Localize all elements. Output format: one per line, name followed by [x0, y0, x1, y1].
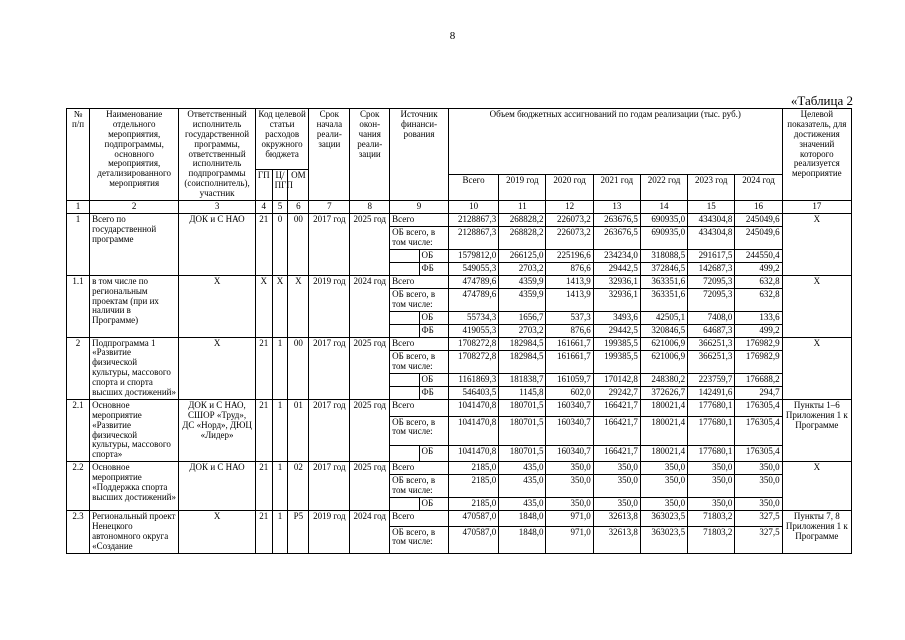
row-start: 2019 год	[309, 275, 350, 337]
row-source: Всего	[390, 337, 449, 350]
row-end: 2024 год	[350, 275, 390, 337]
row-value: 29242,7	[593, 386, 640, 399]
row-value: 133,6	[735, 311, 782, 324]
row-value: 3493,6	[593, 311, 640, 324]
row-value: 32936,1	[593, 288, 640, 311]
row-start: 2017 год	[309, 399, 350, 461]
row-value: 71803,2	[688, 511, 735, 526]
row-name: Региональный проект Ненецкого автономного округа «Создание	[90, 511, 179, 554]
column-number: 13	[593, 201, 640, 214]
row-value: 2185,0	[448, 462, 498, 475]
header-volume: Объем бюджетных ассигнований по годам реализации (тыс. руб.)	[448, 109, 782, 175]
row-value: 366251,3	[688, 350, 735, 373]
row-name: в том числе по региональным проектам (при их наличии в Программе)	[90, 275, 179, 337]
row-value: 350,0	[688, 475, 735, 498]
header-2024: 2024 год	[735, 175, 782, 201]
row-value: 632,8	[735, 275, 782, 288]
row-value: 268828,2	[499, 227, 546, 250]
row-value: 142687,3	[688, 262, 735, 275]
row-end: 2025 год	[350, 399, 390, 461]
row-gp: 21	[255, 399, 272, 461]
row-executor: Х	[179, 511, 256, 554]
row-value: 291617,5	[688, 249, 735, 262]
row-value: 2703,2	[499, 262, 546, 275]
source-indent	[390, 249, 419, 262]
row-value: 435,0	[499, 462, 546, 475]
row-value: 177680,1	[688, 445, 735, 462]
header-total: Всего	[448, 175, 498, 201]
header-no: № п/п	[67, 109, 90, 201]
row-executor: ДОК и С НАО	[179, 462, 256, 511]
row-source: Всего	[390, 399, 449, 416]
row-value: 71803,2	[688, 526, 735, 553]
row-value: 350,0	[688, 498, 735, 511]
row-value: 142491,6	[688, 386, 735, 399]
row-value: 690935,0	[640, 227, 687, 250]
table-row	[67, 214, 852, 227]
row-target: Х	[782, 275, 851, 337]
row-value: 268828,2	[499, 214, 546, 227]
source-indent	[390, 445, 419, 462]
row-value: 263676,5	[593, 214, 640, 227]
row-value: 435,0	[499, 475, 546, 498]
row-executor: ДОК и С НАО	[179, 214, 256, 276]
row-source: ОБ	[419, 373, 448, 386]
row-target: Х	[782, 337, 851, 399]
row-value: 180021,4	[640, 445, 687, 462]
row-gp: 21	[255, 337, 272, 399]
row-value: 294,7	[735, 386, 782, 399]
row-gp: Х	[255, 275, 272, 337]
row-value: 180021,4	[640, 399, 687, 416]
header-2019: 2019 год	[499, 175, 546, 201]
row-value: 32613,8	[593, 526, 640, 553]
row-name: Основное мероприятие «Поддержка спорта высших достижений»	[90, 462, 179, 511]
row-value: 350,0	[735, 498, 782, 511]
column-number: 10	[448, 201, 498, 214]
row-end: 2025 год	[350, 214, 390, 276]
row-value: 176982,9	[735, 350, 782, 373]
row-value: 42505,1	[640, 311, 687, 324]
row-value: 372626,7	[640, 386, 687, 399]
row-value: 363351,6	[640, 288, 687, 311]
row-pgp: 1	[272, 337, 288, 399]
row-source: ОБ всего, в том числе:	[390, 227, 449, 250]
row-value: 363023,5	[640, 511, 687, 526]
row-value: 350,0	[735, 462, 782, 475]
row-value: 372846,5	[640, 262, 687, 275]
row-gp: 21	[255, 462, 272, 511]
source-indent	[390, 386, 419, 399]
row-value: 177680,1	[688, 399, 735, 416]
page-number: 8	[449, 30, 456, 42]
row-source: ОБ	[419, 311, 448, 324]
row-value: 199385,5	[593, 337, 640, 350]
source-indent	[390, 311, 419, 324]
row-number: 2.2	[67, 462, 90, 511]
row-value: 182984,5	[499, 350, 546, 373]
row-value: 245049,6	[735, 214, 782, 227]
row-value: 632,8	[735, 288, 782, 311]
row-target: Х	[782, 462, 851, 511]
row-value: 248380,2	[640, 373, 687, 386]
row-value: 1708272,8	[448, 350, 498, 373]
row-value: 621006,9	[640, 337, 687, 350]
row-value: 350,0	[546, 498, 593, 511]
row-start: 2017 год	[309, 337, 350, 399]
row-om: 00	[288, 214, 309, 276]
header-source: Источник финанси-рования	[390, 109, 449, 201]
header-end: Срок окон-чания реали-зации	[350, 109, 390, 201]
row-source: ОБ	[419, 445, 448, 462]
row-name: Всего по государственной программе	[90, 214, 179, 276]
row-value: 363023,5	[640, 526, 687, 553]
column-number: 17	[782, 201, 851, 214]
row-value: 499,2	[735, 262, 782, 275]
row-value: 327,5	[735, 526, 782, 553]
row-number: 2.3	[67, 511, 90, 554]
source-indent	[390, 324, 419, 337]
row-executor: Х	[179, 275, 256, 337]
row-value: 537,3	[546, 311, 593, 324]
row-value: 225196,6	[546, 249, 593, 262]
row-value: 7408,0	[688, 311, 735, 324]
row-source: ОБ всего, в том числе:	[390, 288, 449, 311]
column-number: 1	[67, 201, 90, 214]
table-row	[67, 399, 852, 416]
row-value: 350,0	[593, 475, 640, 498]
row-value: 876,6	[546, 262, 593, 275]
header-2020: 2020 год	[546, 175, 593, 201]
row-source: Всего	[390, 462, 449, 475]
row-value: 690935,0	[640, 214, 687, 227]
row-value: 72095,3	[688, 275, 735, 288]
row-value: 161059,7	[546, 373, 593, 386]
row-source: Всего	[390, 275, 449, 288]
row-value: 470587,0	[448, 511, 498, 526]
row-value: 363351,6	[640, 275, 687, 288]
row-target: Пункты 7, 8 Приложения 1 к Программе	[782, 511, 851, 554]
row-value: 1708272,8	[448, 337, 498, 350]
row-end: 2025 год	[350, 462, 390, 511]
row-pgp: 0	[272, 214, 288, 276]
row-source: ОБ всего, в том числе:	[390, 475, 449, 498]
row-end: 2025 год	[350, 337, 390, 399]
column-numbers-row	[67, 201, 852, 214]
row-value: 621006,9	[640, 350, 687, 373]
row-value: 971,0	[546, 511, 593, 526]
row-value: 2128867,3	[448, 227, 498, 250]
column-number: 4	[255, 201, 272, 214]
row-value: 876,6	[546, 324, 593, 337]
row-value: 176688,2	[735, 373, 782, 386]
row-source: ФБ	[419, 324, 448, 337]
row-value: 1413,9	[546, 288, 593, 311]
row-gp: 21	[255, 214, 272, 276]
row-value: 161661,7	[546, 350, 593, 373]
row-value: 4359,9	[499, 288, 546, 311]
header-2021: 2021 год	[593, 175, 640, 201]
row-pgp: 1	[272, 462, 288, 511]
row-value: 64687,3	[688, 324, 735, 337]
row-value: 327,5	[735, 511, 782, 526]
row-executor: ДОК и С НАО, СШОР «Труд», ДС «Норд», ДЮЦ «Лидер»	[179, 399, 256, 461]
row-value: 434304,8	[688, 214, 735, 227]
column-number: 16	[735, 201, 782, 214]
row-value: 366251,3	[688, 337, 735, 350]
table-row	[67, 462, 852, 475]
column-number: 15	[688, 201, 735, 214]
table-row	[67, 511, 852, 526]
row-value: 166421,7	[593, 445, 640, 462]
row-om: 00	[288, 337, 309, 399]
row-value: 32613,8	[593, 511, 640, 526]
row-number: 2	[67, 337, 90, 399]
row-value: 474789,6	[448, 288, 498, 311]
row-source: ОБ всего, в том числе:	[390, 416, 449, 445]
row-pgp: 1	[272, 399, 288, 461]
row-om: Х	[288, 275, 309, 337]
row-value: 32936,1	[593, 275, 640, 288]
column-number: 11	[499, 201, 546, 214]
row-value: 470587,0	[448, 526, 498, 553]
row-value: 180701,5	[499, 399, 546, 416]
row-start: 2017 год	[309, 462, 350, 511]
header-pgp: Ц/ПГП	[272, 170, 288, 201]
row-value: 1579812,0	[448, 249, 498, 262]
row-start: 2019 год	[309, 511, 350, 554]
row-value: 1041470,8	[448, 416, 498, 445]
row-value: 181838,7	[499, 373, 546, 386]
column-number: 3	[179, 201, 256, 214]
row-value: 350,0	[593, 462, 640, 475]
row-end: 2024 год	[350, 511, 390, 554]
row-value: 1145,8	[499, 386, 546, 399]
row-value: 350,0	[546, 475, 593, 498]
header-2023: 2023 год	[688, 175, 735, 201]
source-indent	[390, 262, 419, 275]
row-value: 971,0	[546, 526, 593, 553]
row-value: 1161869,3	[448, 373, 498, 386]
table-caption: «Таблица 2	[790, 93, 853, 108]
row-source: ОБ	[419, 498, 448, 511]
row-value: 350,0	[688, 462, 735, 475]
column-number: 7	[309, 201, 350, 214]
row-value: 166421,7	[593, 416, 640, 445]
row-value: 263676,5	[593, 227, 640, 250]
row-executor: Х	[179, 337, 256, 399]
row-om: Р5	[288, 511, 309, 554]
row-value: 29442,5	[593, 324, 640, 337]
row-value: 55734,3	[448, 311, 498, 324]
row-value: 1848,0	[499, 526, 546, 553]
row-target: Х	[782, 214, 851, 276]
row-value: 180701,5	[499, 416, 546, 445]
row-value: 180701,5	[499, 445, 546, 462]
row-value: 223759,7	[688, 373, 735, 386]
header-target: Целевой показатель, для достижения значений которого реализуется мероприятие	[782, 109, 851, 201]
row-value: 546403,5	[448, 386, 498, 399]
row-pgp: 1	[272, 511, 288, 554]
row-source: ОБ	[419, 249, 448, 262]
row-value: 434304,8	[688, 227, 735, 250]
row-value: 166421,7	[593, 399, 640, 416]
row-source: ОБ всего, в том числе:	[390, 350, 449, 373]
source-indent	[390, 373, 419, 386]
row-value: 435,0	[499, 498, 546, 511]
row-value: 419055,3	[448, 324, 498, 337]
row-value: 2128867,3	[448, 214, 498, 227]
row-value: 350,0	[593, 498, 640, 511]
column-number: 9	[390, 201, 449, 214]
row-value: 161661,7	[546, 337, 593, 350]
row-target: Пункты 1–6 Приложения 1 к Программе	[782, 399, 851, 461]
row-value: 1041470,8	[448, 445, 498, 462]
row-value: 499,2	[735, 324, 782, 337]
row-value: 182984,5	[499, 337, 546, 350]
row-value: 244550,4	[735, 249, 782, 262]
row-value: 199385,5	[593, 350, 640, 373]
row-value: 1848,0	[499, 511, 546, 526]
row-value: 318088,5	[640, 249, 687, 262]
row-value: 474789,6	[448, 275, 498, 288]
row-name: Подпрограмма 1 «Развитие физической культуры, массового спорта и спорта высших достижений»	[90, 337, 179, 399]
row-value: 1656,7	[499, 311, 546, 324]
row-value: 2185,0	[448, 475, 498, 498]
row-pgp: Х	[272, 275, 288, 337]
row-om: 02	[288, 462, 309, 511]
row-value: 176982,9	[735, 337, 782, 350]
row-value: 226073,2	[546, 227, 593, 250]
row-value: 1041470,8	[448, 399, 498, 416]
row-value: 2703,2	[499, 324, 546, 337]
row-value: 234234,0	[593, 249, 640, 262]
row-source: ФБ	[419, 386, 448, 399]
header-om: ОМ	[288, 170, 309, 201]
column-number: 14	[640, 201, 687, 214]
row-source: Всего	[390, 214, 449, 227]
row-value: 350,0	[640, 475, 687, 498]
row-value: 180021,4	[640, 416, 687, 445]
row-source: Всего	[390, 511, 449, 526]
row-value: 2185,0	[448, 498, 498, 511]
row-number: 2.1	[67, 399, 90, 461]
row-value: 29442,5	[593, 262, 640, 275]
row-value: 176305,4	[735, 416, 782, 445]
row-value: 350,0	[735, 475, 782, 498]
row-value: 350,0	[640, 498, 687, 511]
row-value: 176305,4	[735, 399, 782, 416]
row-value: 350,0	[640, 462, 687, 475]
row-value: 160340,7	[546, 445, 593, 462]
row-value: 4359,9	[499, 275, 546, 288]
row-value: 170142,8	[593, 373, 640, 386]
row-number: 1.1	[67, 275, 90, 337]
row-value: 266125,0	[499, 249, 546, 262]
row-value: 160340,7	[546, 416, 593, 445]
header-gp: ГП	[255, 170, 272, 201]
table-row	[67, 337, 852, 350]
row-name: Основное мероприятие «Развитие физической культуры, массового спорта»	[90, 399, 179, 461]
row-value: 320846,5	[640, 324, 687, 337]
source-indent	[390, 498, 419, 511]
budget-table	[66, 108, 852, 554]
row-source: ФБ	[419, 262, 448, 275]
header-name: Наименование отдельного мероприятия, подпрограммы, основного мероприятия, детализированного мероприятия	[90, 109, 179, 201]
row-value: 176305,4	[735, 445, 782, 462]
row-value: 177680,1	[688, 416, 735, 445]
row-gp: 21	[255, 511, 272, 554]
header-code-group: Код целевой статьи расходов окружного бюджета	[255, 109, 309, 170]
column-number: 5	[272, 201, 288, 214]
table-row	[67, 275, 852, 288]
row-start: 2017 год	[309, 214, 350, 276]
column-number: 8	[350, 201, 390, 214]
column-number: 12	[546, 201, 593, 214]
column-number: 2	[90, 201, 179, 214]
row-value: 160340,7	[546, 399, 593, 416]
row-value: 72095,3	[688, 288, 735, 311]
row-number: 1	[67, 214, 90, 276]
header-2022: 2022 год	[640, 175, 687, 201]
row-value: 1413,9	[546, 275, 593, 288]
row-value: 245049,6	[735, 227, 782, 250]
row-source: ОБ всего, в том числе:	[390, 526, 449, 553]
header-executor: Ответственный исполнитель государственной программы, ответственный исполнитель подпрограммы (соисполнитель), участник	[179, 109, 256, 201]
row-om: 01	[288, 399, 309, 461]
header-start: Срок начала реали-зации	[309, 109, 350, 201]
row-value: 350,0	[546, 462, 593, 475]
row-value: 226073,2	[546, 214, 593, 227]
row-value: 549055,3	[448, 262, 498, 275]
column-number: 6	[288, 201, 309, 214]
row-value: 602,0	[546, 386, 593, 399]
